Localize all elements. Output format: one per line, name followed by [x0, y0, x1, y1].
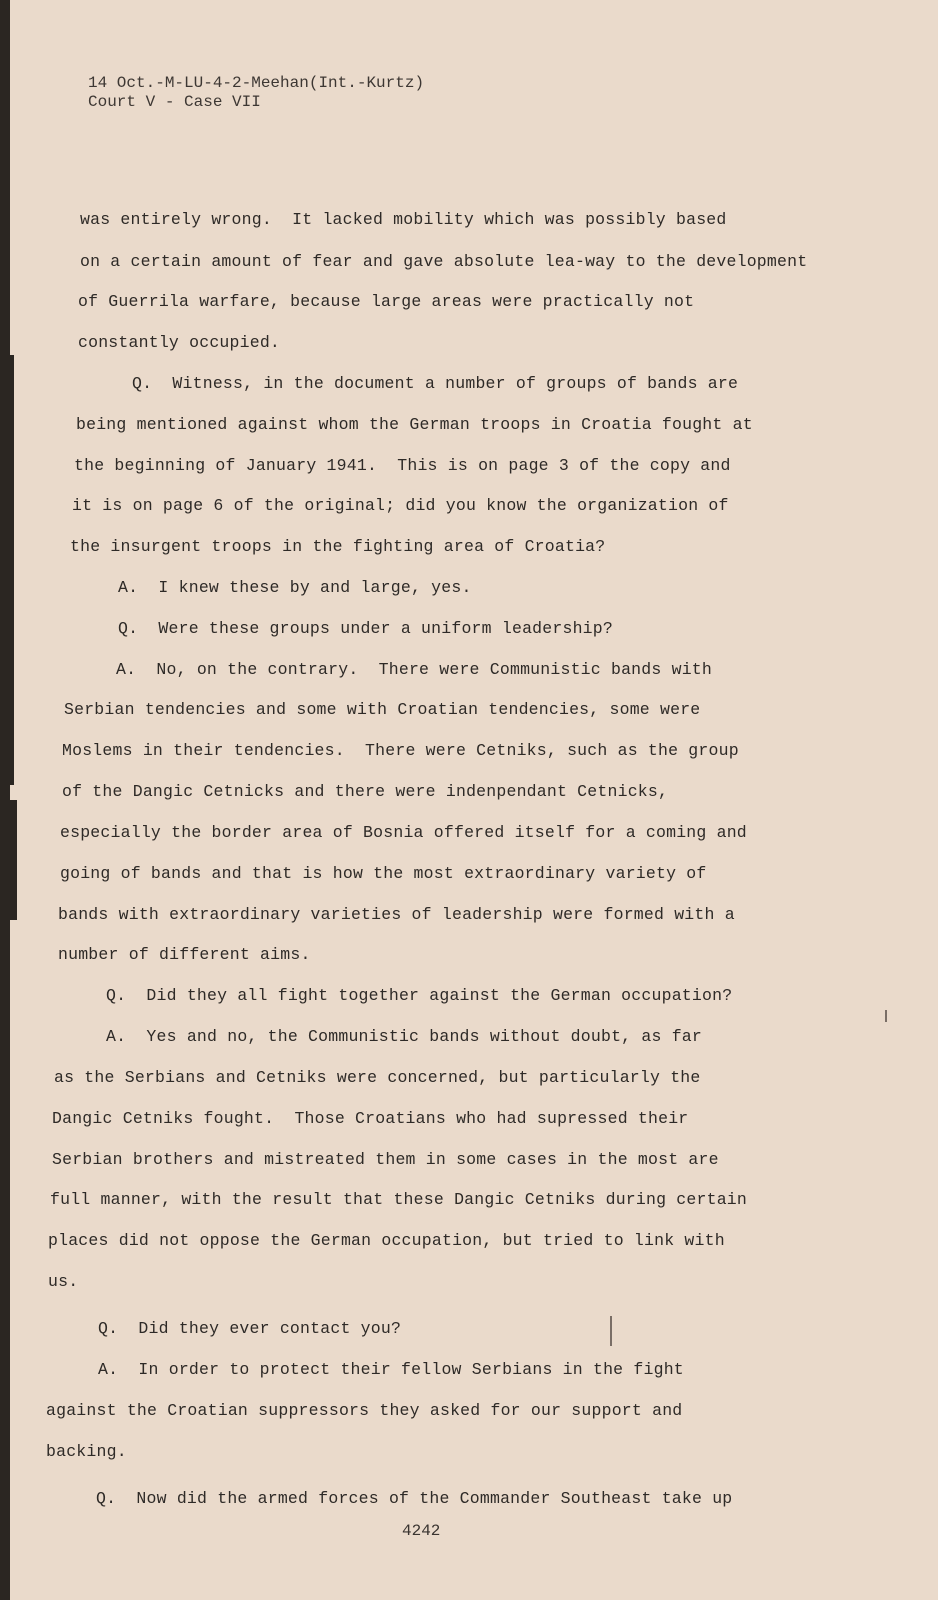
- transcript-line: Dangic Cetniks fought. Those Croatians who had supressed their: [52, 1109, 689, 1128]
- transcript-line: against the Croatian suppressors they asked for our support and: [46, 1401, 683, 1420]
- transcript-line: backing.: [46, 1442, 127, 1461]
- transcript-line: Q. Were these groups under a uniform leadership?: [118, 619, 613, 638]
- transcript-line: especially the border area of Bosnia offered itself for a coming and: [60, 823, 747, 842]
- transcript-line: number of different aims.: [58, 945, 311, 964]
- transcript-line: A. In order to protect their fellow Serbians in the fight: [98, 1360, 684, 1379]
- torn-edge: [10, 355, 14, 785]
- transcript-line: Q. Did they ever contact you?: [98, 1319, 402, 1338]
- transcript-line: going of bands and that is how the most extraordinary variety of: [60, 864, 707, 883]
- page-number: 4242: [402, 1522, 441, 1540]
- transcript-line: full manner, with the result that these Dangic Cetniks during certain: [50, 1190, 748, 1209]
- transcript-line: the insurgent troops in the fighting area of Croatia?: [70, 537, 606, 556]
- transcript-line: it is on page 6 of the original; did you know the organization of: [72, 496, 729, 515]
- transcript-line: A. I knew these by and large, yes.: [118, 578, 472, 597]
- transcript-line: Q. Now did the armed forces of the Commander Southeast take up: [96, 1489, 733, 1508]
- transcript-line: Serbian tendencies and some with Croatian tendencies, some were: [64, 700, 701, 719]
- transcript-line: Serbian brothers and mistreated them in some cases in the most are: [52, 1150, 719, 1169]
- header-reference: 14 Oct.-M-LU-4-2-Meehan(Int.-Kurtz): [88, 74, 425, 92]
- transcript-line: Moslems in their tendencies. There were Cetniks, such as the group: [62, 741, 739, 760]
- transcript-line: places did not oppose the German occupation, but tried to link with: [48, 1231, 725, 1250]
- pen-mark: [885, 1010, 887, 1022]
- document-page: [10, 0, 938, 1600]
- transcript-line: us.: [48, 1272, 79, 1291]
- pen-mark: [610, 1316, 612, 1346]
- torn-edge: [10, 800, 17, 920]
- transcript-line: as the Serbians and Cetniks were concerned, but particularly the: [54, 1068, 701, 1087]
- transcript-line: Q. Witness, in the document a number of groups of bands are: [132, 374, 739, 393]
- transcript-line: constantly occupied.: [78, 333, 281, 352]
- header-court-case: Court V - Case VII: [88, 93, 261, 111]
- transcript-line: Q. Did they all fight together against the German occupation?: [106, 986, 733, 1005]
- transcript-line: of the Dangic Cetnicks and there were indenpendant Cetnicks,: [62, 782, 669, 801]
- transcript-line: being mentioned against whom the German troops in Croatia fought at: [76, 415, 753, 434]
- transcript-line: of Guerrila warfare, because large areas were practically not: [78, 292, 695, 311]
- transcript-line: A. No, on the contrary. There were Communistic bands with: [116, 660, 712, 679]
- transcript-line: on a certain amount of fear and gave absolute lea-way to the development: [80, 252, 808, 271]
- transcript-line: bands with extraordinary varieties of leadership were formed with a: [58, 905, 735, 924]
- document-header: [88, 74, 424, 112]
- transcript-line: the beginning of January 1941. This is on page 3 of the copy and: [74, 456, 731, 475]
- transcript-line: was entirely wrong. It lacked mobility which was possibly based: [80, 210, 727, 229]
- transcript-line: A. Yes and no, the Communistic bands without doubt, as far: [106, 1027, 702, 1046]
